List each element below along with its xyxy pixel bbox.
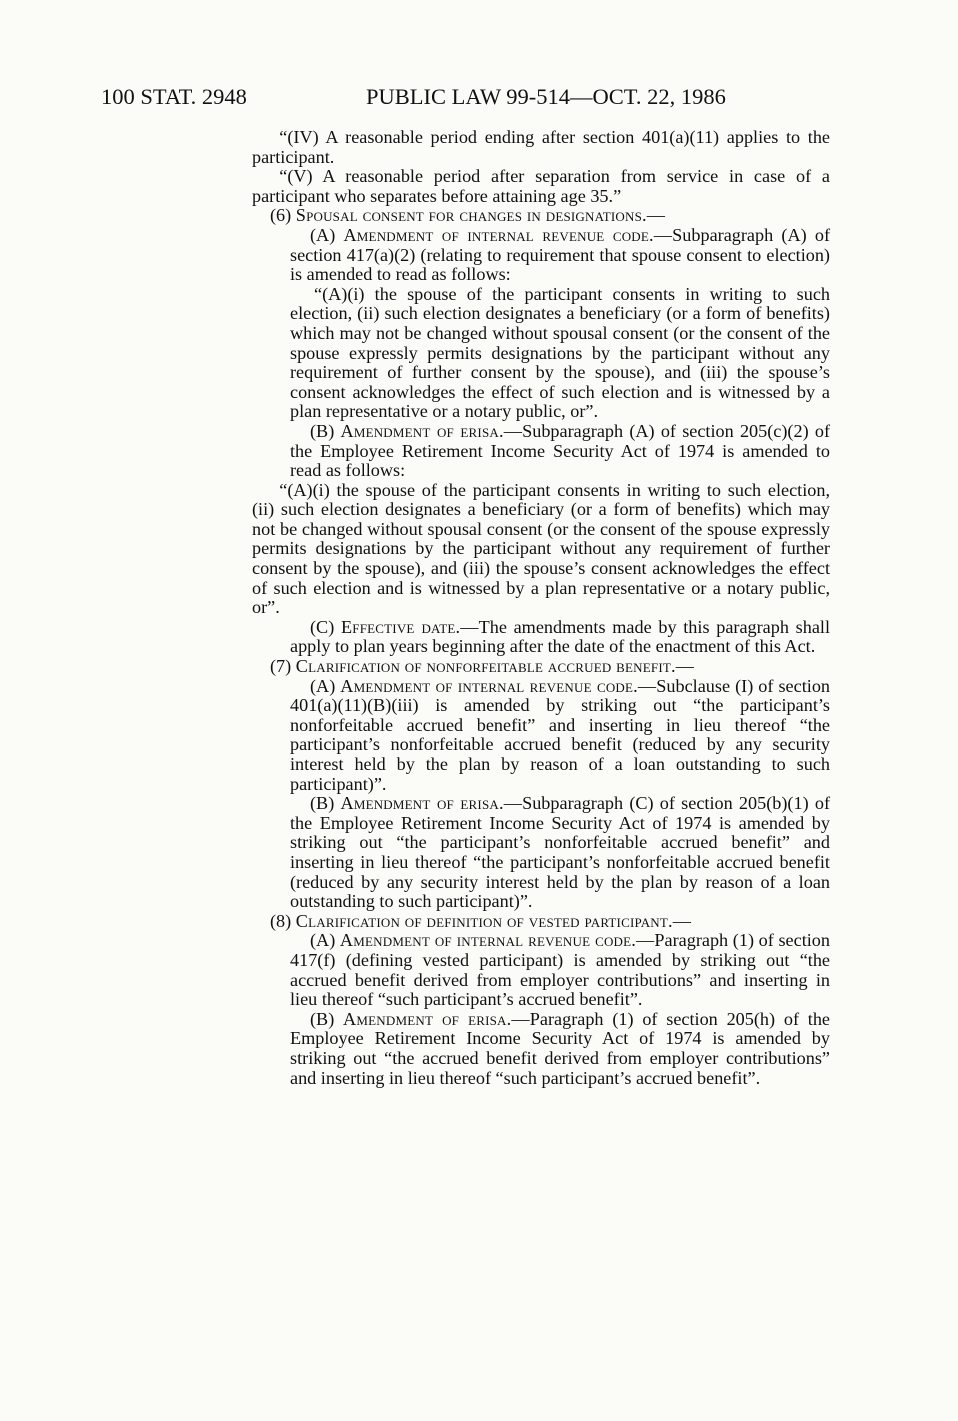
subparagraph-text: Paragraph (1) of section 417(f) (defining vested participant) is amended by striking out “the accrued benefit derived from employer contributions” and inserting in lieu thereof “such participant’s accrued benefit”. <box>290 930 830 1010</box>
paragraph-7-heading <box>270 657 830 677</box>
paragraph-6a <box>290 226 830 285</box>
subparagraph-caption: Amendment of internal revenue code.— <box>343 224 673 245</box>
clause-v: “(V) A reasonable period after separation from service in case of a participant who separates before attaining age 35.” <box>252 166 830 206</box>
page-header <box>0 76 958 116</box>
paragraph-caption: Clarification of definition of vested participant.— <box>295 910 692 931</box>
paragraph-caption: Spousal consent for changes in designations.— <box>295 205 666 226</box>
subparagraph-number: (B) <box>310 420 335 441</box>
subparagraph-text: Subparagraph (A) of section 417(a)(2) (relating to requirement that spouse consent to election) is amended to read as follows: <box>290 224 831 285</box>
paragraph-number: (8) <box>270 910 292 931</box>
paragraph-6a-quote: “(A)(i) the spouse of the participant consents in writing to such election, (ii) such election designates a beneficiary (or a form of benefits) which may not be changed without spousal consent (or the consent of the spouse expressly permits designations by the participant without any requirement of further consent by the spouse), and (iii) the spouse’s consent acknowledges the effect of such election and is witnessed by a plan representative or a notary public, or”. <box>290 283 830 422</box>
paragraph-caption: Clarification of nonforfeitable accrued benefit.— <box>295 656 695 677</box>
subparagraph-text: Subparagraph (C) of section 205(b)(1) of the Employee Retirement Income Security Act of 1974 is amended by striking out “the participant’s nonforfeitable accrued benefit” and inserting in lieu thereof “the participant’s nonforfeitable accrued benefit (reduced by any security interest held by the plan by reason of a loan outstanding to such participant)”. <box>290 793 831 912</box>
subparagraph-caption: Effective date.— <box>340 616 479 637</box>
subparagraph-number: (A) <box>310 224 336 245</box>
subparagraph-text: Subparagraph (A) of section 205(c)(2) of the Employee Retirement Income Security Act of 1974 is amended to read as follows: <box>290 420 831 481</box>
paragraph-7b <box>290 794 830 912</box>
subparagraph-number: (B) <box>310 1008 335 1029</box>
public-law-title: PUBLIC LAW 99-514—OCT. 22, 1986 <box>366 84 726 109</box>
paragraph-8b <box>290 1010 830 1088</box>
stat-citation: 100 STAT. 2948 <box>101 84 247 109</box>
paragraph-7a <box>290 677 830 795</box>
subparagraph-number: (A) <box>310 930 336 951</box>
subparagraph-caption: Amendment of erisa.— <box>343 1008 530 1029</box>
subparagraph-caption: Amendment of erisa.— <box>340 793 523 814</box>
paragraph-8-heading <box>270 912 830 932</box>
subparagraph-number: (C) <box>310 616 335 637</box>
subparagraph-caption: Amendment of internal revenue code.— <box>340 675 657 696</box>
subparagraph-caption: Amendment of internal revenue code.— <box>339 930 655 951</box>
subparagraph-caption: Amendment of erisa.— <box>340 420 523 441</box>
subparagraph-text: Subclause (I) of section 401(a)(11)(B)(iii) is amended by striking out “the participant’s nonforfeitable accrued benefit” and inserting in lieu thereof “the participant’s nonforfeitable accrued benefit (reduced by any security interest held by the plan by reason of a loan outstanding to such participant)”. <box>290 675 831 794</box>
paragraph-6b-quote: “(A)(i) the spouse of the participant consents in writing to such election, (ii) such election designates a beneficiary (or a form of benefits) which may not be changed without spousal consent (or the consent of the spouse expressly permits designations by the participant without any requirement of further consent by the spouse), and (iii) the spouse’s consent acknowledges the effect of such election and is witnessed by a plan representative or a notary public, or”. <box>252 479 830 618</box>
paragraph-6c <box>290 618 830 657</box>
paragraph-number: (7) <box>270 656 292 677</box>
subparagraph-text: The amendments made by this paragraph shall apply to plan years beginning after the date of the enactment of this Act. <box>290 616 831 657</box>
subparagraph-number: (A) <box>310 675 336 696</box>
paragraph-6-heading <box>270 206 830 226</box>
statute-text <box>252 128 830 1088</box>
clause-iv: “(IV) A reasonable period ending after section 401(a)(11) applies to the participant. <box>252 127 830 167</box>
paragraph-number: (6) <box>270 205 292 226</box>
paragraph-6b <box>290 422 830 481</box>
paragraph-8a <box>290 931 830 1009</box>
subparagraph-text: Paragraph (1) of section 205(h) of the Employee Retirement Income Security Act of 1974 is amended by striking out “the accrued benefit derived from employer contributions” and inserting in lieu thereof “such participant’s accrued benefit”. <box>290 1008 831 1088</box>
subparagraph-number: (B) <box>310 793 335 814</box>
